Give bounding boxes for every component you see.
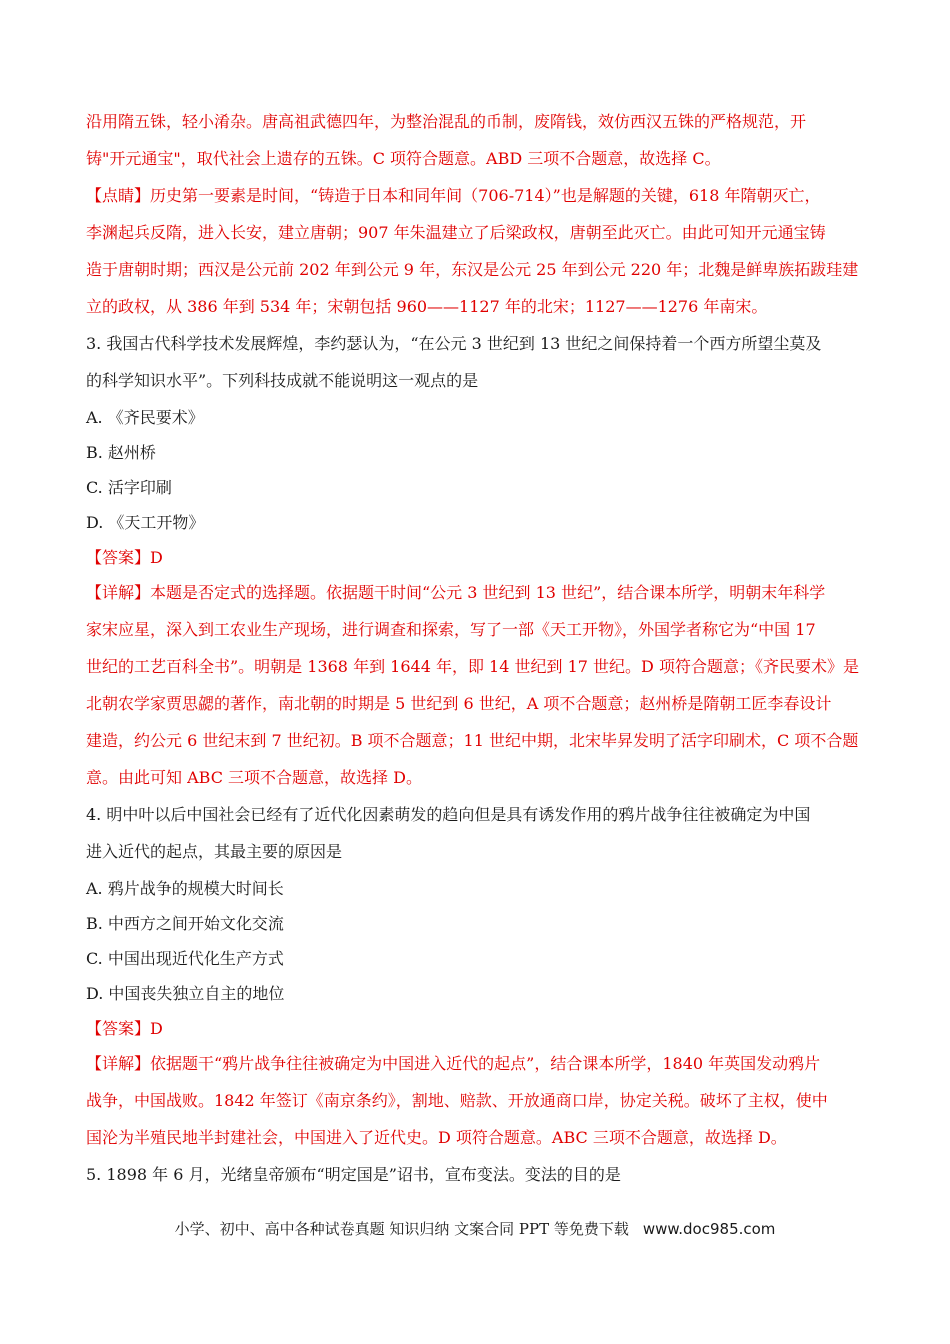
q5-stem (86, 1163, 866, 1187)
text-line: 立的政权，从 386 年到 534 年；宋朝包括 960——1127 年的北宋；1127——1276 年南宋。 (86, 297, 768, 316)
text-line: 意。由此可知 ABC 三项不合题意，故选择 D。 (86, 768, 422, 787)
q3-stem (86, 332, 866, 393)
text-line: 3. 我国古代科学技术发展辉煌，李约瑟认为，“在公元 3 世纪到 13 世纪之间保持着一个西方所望尘莫及 (86, 334, 822, 353)
text-line: 【详解】本题是否定式的选择题。依据题干时间“公元 3 世纪到 13 世纪”，结合课本所学，明朝末年科学 (86, 583, 826, 602)
text-line: 建造，约公元 6 世纪末到 7 世纪初。B 项不合题意；11 世纪中期，北宋毕昇发明了活字印刷术，C 项不合题 (86, 731, 859, 750)
text-line: 【详解】依据题干“鸦片战争往往被确定为中国进入近代的起点”，结合课本所学，1840 年英国发动鸦片 (86, 1054, 821, 1073)
q3-answer: 【答案】D (86, 548, 163, 567)
footer-text: 小学、初中、高中各种试卷真题 知识归纳 文案合同 PPT 等免费下载 (174, 1220, 629, 1238)
text-line: 李渊起兵反隋，进入长安，建立唐朝；907 年朱温建立了后梁政权，唐朝至此灭亡。由此可知开元通宝铸 (86, 223, 826, 242)
text-line: 世纪的工艺百科全书”。明朝是 1368 年到 1644 年，即 14 世纪到 17 世纪。D 项符合题意；《齐民要术》是 (86, 657, 859, 676)
text-line: 进入近代的起点，其最主要的原因是 (86, 842, 343, 861)
text-line: 沿用隋五铢，轻小淆杂。唐高祖武德四年，为整治混乱的币制，废隋钱，效仿西汉五铢的严格规范，开 (86, 112, 807, 131)
q3-explanation (86, 581, 866, 790)
q4-stem (86, 803, 866, 864)
q2-explanation-continuation (86, 110, 866, 171)
q3-option-b: B. 赵州桥 (86, 443, 156, 462)
q2-tip (86, 184, 866, 319)
q3-option-d: D. 《天工开物》 (86, 513, 205, 532)
q3-option-c: C. 活字印刷 (86, 478, 172, 497)
text-line: 5. 1898 年 6 月，光绪皇帝颁布“明定国是”诏书，宣布变法。变法的目的是 (86, 1165, 621, 1184)
q4-option-a: A. 鸦片战争的规模大时间长 (86, 879, 284, 898)
q4-option-d: D. 中国丧失独立自主的地位 (86, 984, 285, 1003)
q3-option-a: A. 《齐民要术》 (86, 408, 204, 427)
q4-option-c: C. 中国出现近代化生产方式 (86, 949, 284, 968)
q4-answer: 【答案】D (86, 1019, 163, 1038)
footer-url-link[interactable]: www.doc985.com (642, 1220, 776, 1238)
page-content (86, 110, 866, 1200)
text-line: 的科学知识水平”。下列科技成就不能说明这一观点的是 (86, 371, 479, 390)
text-line: 家宋应星，深入到工农业生产现场，进行调查和探索，写了一部《天工开物》，外国学者称它为“中国 17 (86, 620, 816, 639)
text-line: 【点睛】历史第一要素是时间，“铸造于日本和同年间（706-714）”也是解题的关键，618 年隋朝灭亡， (86, 186, 821, 205)
text-line: 战争，中国战败。1842 年签订《南京条约》，割地、赔款、开放通商口岸，协定关税。破坏了主权，使中 (86, 1091, 828, 1110)
text-line: 4. 明中叶以后中国社会已经有了近代化因素萌发的趋向但是具有诱发作用的鸦片战争往往被确定为中国 (86, 805, 811, 824)
q4-explanation (86, 1052, 866, 1150)
text-line: 北朝农学家贾思勰的著作，南北朝的时期是 5 世纪到 6 世纪，A 项不合题意；赵州桥是隋朝工匠李春设计 (86, 694, 832, 713)
q4-option-b: B. 中西方之间开始文化交流 (86, 914, 284, 933)
text-line: 国沦为半殖民地半封建社会，中国进入了近代史。D 项符合题意。ABC 三项不合题意，故选择 D。 (86, 1128, 787, 1147)
text-line: 造于唐朝时期；西汉是公元前 202 年到公元 9 年，东汉是公元 25 年到公元 220 年；北魏是鲜卑族拓跋珪建 (86, 260, 859, 279)
text-line: 铸"开元通宝"，取代社会上遗存的五铢。C 项符合题意。ABD 三项不合题意，故选择 C。 (86, 149, 721, 168)
page-footer (0, 1218, 950, 1240)
